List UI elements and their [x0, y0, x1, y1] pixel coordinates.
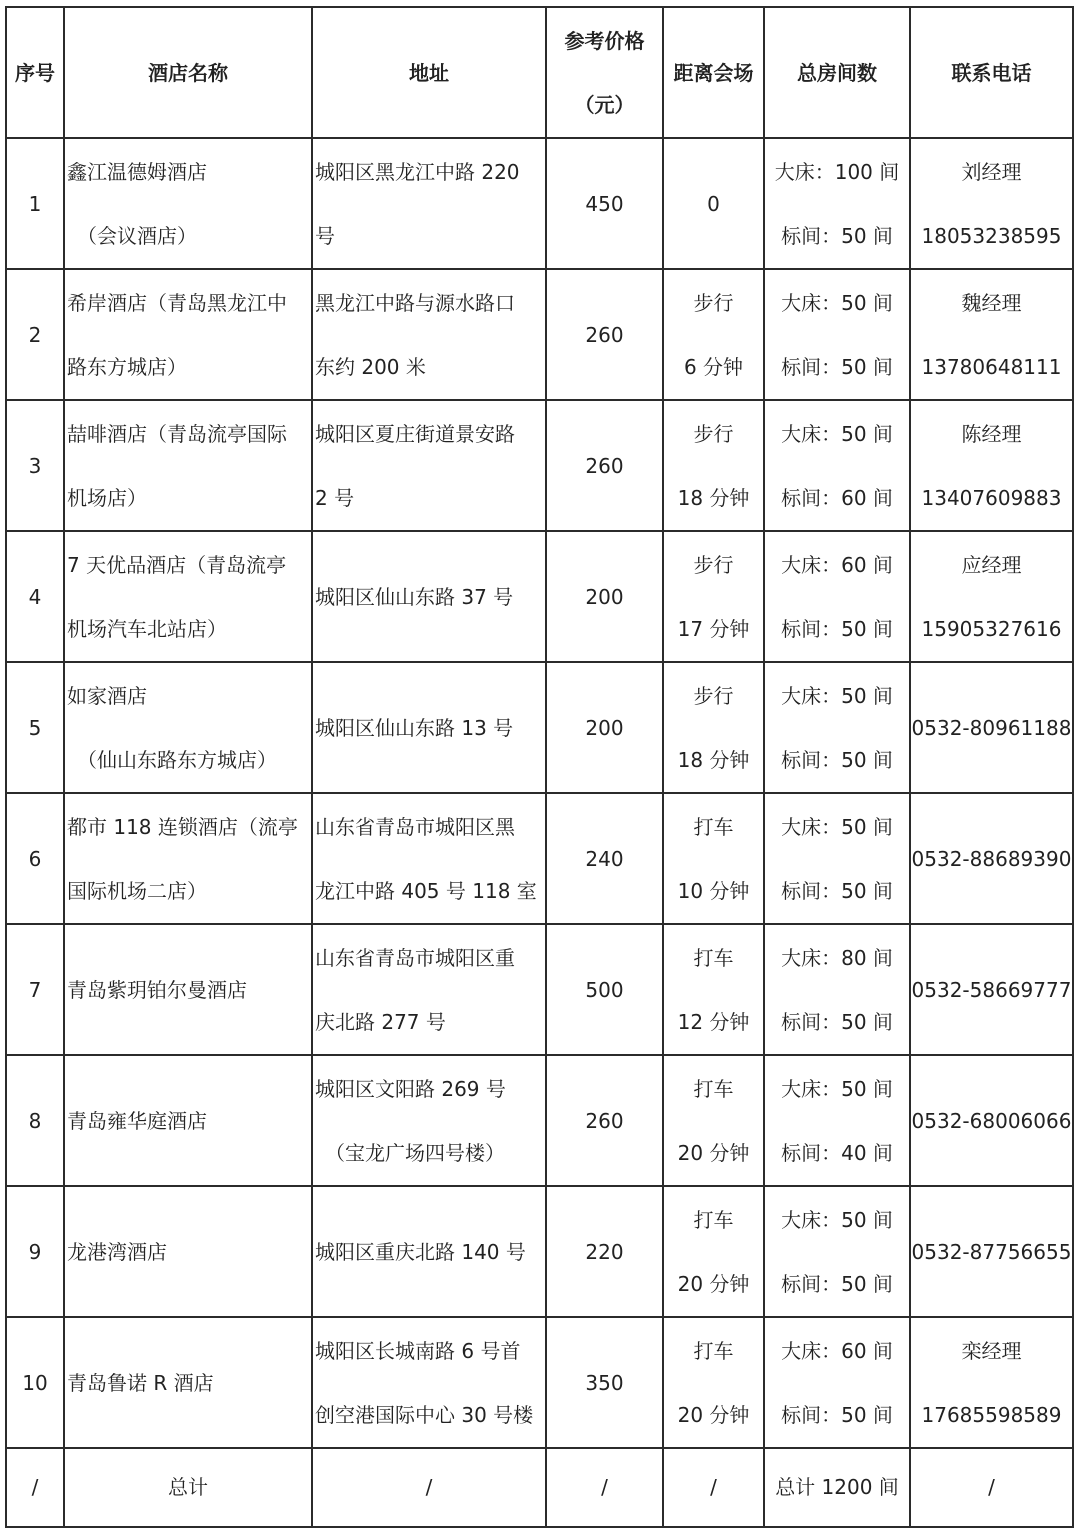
table-row: [6, 531, 1073, 662]
cell-rooms: [764, 1055, 910, 1186]
cell-no: [6, 400, 64, 531]
cell-address-line2: 创空港国际中心 30 号楼: [315, 1402, 534, 1427]
cell-name-line1: 如家酒店: [67, 683, 147, 708]
cell-phone: [910, 924, 1073, 1055]
cell-name-line2: 机场汽车北站店）: [67, 616, 227, 641]
cell-no: [6, 1186, 64, 1317]
cell-distance-text: 0: [707, 191, 720, 216]
cell-address: [312, 269, 546, 400]
cell-no-text: 9: [28, 1239, 42, 1264]
cell-distance-line1: 步行: [693, 683, 734, 708]
cell-rooms-line1: 大床：50 间: [781, 290, 893, 315]
header-no: 序号: [6, 7, 64, 138]
cell-name-text: 青岛雍华庭酒店: [67, 1108, 207, 1133]
total-no: /: [6, 1448, 64, 1527]
cell-distance-line1: 打车: [693, 945, 734, 970]
cell-phone: [910, 269, 1073, 400]
cell-distance-line1: 打车: [693, 1207, 734, 1232]
cell-phone: [910, 793, 1073, 924]
header-rooms: 总房间数: [764, 7, 910, 138]
cell-rooms: [764, 1317, 910, 1448]
cell-address-line1: 山东省青岛市城阳区黑: [315, 814, 515, 839]
cell-rooms: [764, 138, 910, 269]
cell-name: [64, 1055, 312, 1186]
cell-no: [6, 662, 64, 793]
cell-phone-text: 0532-68006066: [911, 1108, 1072, 1133]
cell-rooms-line1: 大床：50 间: [781, 421, 893, 446]
cell-rooms: [764, 793, 910, 924]
cell-price-text: 240: [585, 846, 624, 871]
cell-name-line1: 希岸酒店（青岛黑龙江中: [67, 290, 287, 315]
cell-address: [312, 400, 546, 531]
cell-name-line1: 鑫江温德姆酒店: [67, 159, 207, 184]
cell-distance: [663, 138, 764, 269]
table-row: [6, 1055, 1073, 1186]
cell-distance-line1: 打车: [693, 814, 734, 839]
cell-distance-line2: 10 分钟: [677, 878, 750, 903]
total-price: /: [546, 1448, 663, 1527]
cell-address-line2: 东约 200 米: [315, 354, 426, 379]
cell-no-text: 8: [28, 1108, 42, 1133]
cell-distance-line1: 步行: [693, 421, 734, 446]
cell-distance-line2: 18 分钟: [677, 485, 750, 510]
total-rooms: 总计 1200 间: [764, 1448, 910, 1527]
cell-rooms-line1: 大床：50 间: [781, 683, 893, 708]
cell-distance-line2: 18 分钟: [677, 747, 750, 772]
cell-phone-line1: 陈经理: [961, 421, 1022, 446]
cell-no: [6, 793, 64, 924]
total-address: /: [312, 1448, 546, 1527]
cell-phone-line2: 15905327616: [921, 616, 1062, 641]
header-price: [546, 7, 663, 138]
cell-phone-line1: 刘经理: [961, 159, 1022, 184]
cell-address-line2: 号: [315, 223, 335, 248]
cell-address: [312, 924, 546, 1055]
table-row: [6, 1186, 1073, 1317]
table-row: [6, 1317, 1073, 1448]
cell-phone-text: 0532-87756655: [911, 1239, 1072, 1264]
cell-rooms-line1: 大床：80 间: [781, 945, 893, 970]
cell-rooms: [764, 1186, 910, 1317]
cell-address-text: 城阳区仙山东路 37 号: [315, 584, 514, 609]
cell-phone-text: 0532-88689390: [911, 846, 1072, 871]
cell-name: [64, 138, 312, 269]
cell-rooms-line2: 标间：60 间: [781, 485, 893, 510]
cell-no-text: 2: [28, 322, 42, 347]
cell-name-text: 青岛鲁诺 R 酒店: [67, 1370, 214, 1395]
cell-name: [64, 531, 312, 662]
cell-distance: [663, 924, 764, 1055]
cell-rooms-line2: 标间：50 间: [781, 747, 893, 772]
cell-no: [6, 531, 64, 662]
cell-name: [64, 1317, 312, 1448]
cell-no-text: 3: [28, 453, 42, 478]
cell-price-text: 220: [585, 1239, 624, 1264]
cell-phone-line2: 18053238595: [921, 223, 1062, 248]
cell-price: [546, 1055, 663, 1186]
cell-name-line2: 路东方城店）: [67, 354, 187, 379]
cell-rooms-line2: 标间：50 间: [781, 616, 893, 641]
cell-address-text: 城阳区重庆北路 140 号: [315, 1239, 526, 1264]
cell-name-line2: 机场店）: [67, 485, 147, 510]
cell-distance: [663, 531, 764, 662]
cell-address-line1: 黑龙江中路与源水路口: [315, 290, 515, 315]
cell-rooms: [764, 531, 910, 662]
cell-rooms-line2: 标间：50 间: [781, 223, 893, 248]
cell-name-text: 青岛紫玥铂尔曼酒店: [67, 977, 247, 1002]
cell-address-line1: 城阳区黑龙江中路 220: [315, 159, 520, 184]
cell-distance-line2: 20 分钟: [677, 1140, 750, 1165]
cell-phone-line2: 13780648111: [921, 354, 1062, 379]
cell-address-line2: 2 号: [315, 485, 355, 510]
cell-price-text: 260: [585, 1108, 624, 1133]
cell-address-line1: 城阳区文阳路 269 号: [315, 1076, 506, 1101]
cell-rooms-line1: 大床：50 间: [781, 1076, 893, 1101]
cell-phone-line1: 魏经理: [961, 290, 1022, 315]
cell-rooms-line2: 标间：50 间: [781, 878, 893, 903]
cell-distance-line2: 17 分钟: [677, 616, 750, 641]
cell-distance: [663, 400, 764, 531]
cell-no: [6, 269, 64, 400]
cell-price: [546, 662, 663, 793]
cell-distance-line2: 12 分钟: [677, 1009, 750, 1034]
cell-rooms-line1: 大床：50 间: [781, 814, 893, 839]
table-row: [6, 269, 1073, 400]
cell-price: [546, 1186, 663, 1317]
cell-distance: [663, 1055, 764, 1186]
header-price-line2: （元）: [574, 92, 635, 117]
cell-rooms-line1: 大床：100 间: [774, 159, 900, 184]
cell-no: [6, 138, 64, 269]
cell-distance: [663, 793, 764, 924]
table-body: [6, 138, 1073, 1448]
cell-rooms-line1: 大床：50 间: [781, 1207, 893, 1232]
cell-price-text: 500: [585, 977, 624, 1002]
cell-no: [6, 1055, 64, 1186]
cell-price: [546, 400, 663, 531]
cell-distance-line2: 6 分钟: [683, 354, 744, 379]
cell-no: [6, 924, 64, 1055]
cell-address: [312, 1186, 546, 1317]
cell-name-line2: （会议酒店）: [77, 223, 197, 248]
cell-price: [546, 793, 663, 924]
cell-no-text: 1: [28, 191, 42, 216]
total-row: [6, 1448, 1073, 1527]
cell-address: [312, 793, 546, 924]
cell-rooms: [764, 400, 910, 531]
cell-phone-line2: 13407609883: [921, 485, 1062, 510]
cell-price: [546, 138, 663, 269]
header-distance: 距离会场: [663, 7, 764, 138]
cell-address-line2: （宝龙广场四号楼）: [325, 1140, 505, 1165]
cell-distance-line2: 20 分钟: [677, 1271, 750, 1296]
table-row: [6, 138, 1073, 269]
cell-rooms: [764, 924, 910, 1055]
cell-rooms-line2: 标间：50 间: [781, 354, 893, 379]
cell-rooms-line2: 标间：50 间: [781, 1402, 893, 1427]
cell-name-line1: 7 天优品酒店（青岛流亭: [67, 552, 287, 577]
cell-distance-line1: 步行: [693, 290, 734, 315]
cell-price: [546, 269, 663, 400]
cell-name-line1: 喆啡酒店（青岛流亭国际: [67, 421, 287, 446]
cell-no-text: 4: [28, 584, 42, 609]
cell-distance: [663, 1186, 764, 1317]
cell-phone: [910, 400, 1073, 531]
cell-distance: [663, 1317, 764, 1448]
cell-price: [546, 924, 663, 1055]
cell-no-text: 6: [28, 846, 42, 871]
cell-no-text: 7: [28, 977, 42, 1002]
cell-distance-line1: 打车: [693, 1338, 734, 1363]
cell-name-line2: （仙山东路东方城店）: [77, 747, 277, 772]
cell-address: [312, 1055, 546, 1186]
cell-rooms: [764, 662, 910, 793]
cell-rooms-line1: 大床：60 间: [781, 552, 893, 577]
cell-name: [64, 793, 312, 924]
total-distance: /: [663, 1448, 764, 1527]
cell-price: [546, 531, 663, 662]
cell-distance: [663, 662, 764, 793]
cell-address-line1: 城阳区长城南路 6 号首: [315, 1338, 521, 1363]
cell-phone: [910, 138, 1073, 269]
cell-phone-text: 0532-80961188: [911, 715, 1072, 740]
cell-phone-line1: 应经理: [961, 552, 1022, 577]
table-row: [6, 662, 1073, 793]
cell-phone: [910, 1186, 1073, 1317]
cell-distance-line1: 打车: [693, 1076, 734, 1101]
total-name: 总计: [64, 1448, 312, 1527]
cell-price-text: 260: [585, 322, 624, 347]
cell-phone: [910, 1317, 1073, 1448]
cell-price: [546, 1317, 663, 1448]
header-name: 酒店名称: [64, 7, 312, 138]
total-phone: /: [910, 1448, 1073, 1527]
cell-address-text: 城阳区仙山东路 13 号: [315, 715, 514, 740]
cell-address-line2: 龙江中路 405 号 118 室: [315, 878, 537, 903]
cell-distance-line1: 步行: [693, 552, 734, 577]
header-row: [6, 7, 1073, 138]
cell-name: [64, 924, 312, 1055]
cell-distance-line2: 20 分钟: [677, 1402, 750, 1427]
cell-rooms-line2: 标间：50 间: [781, 1271, 893, 1296]
cell-phone-text: 0532-58669777: [911, 977, 1072, 1002]
cell-name-line2: 国际机场二店）: [67, 878, 207, 903]
cell-address: [312, 1317, 546, 1448]
table-row: [6, 400, 1073, 531]
cell-address-line1: 城阳区夏庄街道景安路: [315, 421, 515, 446]
table-row: [6, 924, 1073, 1055]
cell-name: [64, 1186, 312, 1317]
cell-no: [6, 1317, 64, 1448]
cell-distance: [663, 269, 764, 400]
cell-price-text: 200: [585, 584, 624, 609]
cell-rooms: [764, 269, 910, 400]
header-address: 地址: [312, 7, 546, 138]
table-row: [6, 793, 1073, 924]
cell-phone: [910, 662, 1073, 793]
cell-address: [312, 138, 546, 269]
cell-phone-line1: 栾经理: [961, 1338, 1022, 1363]
cell-price-text: 350: [585, 1370, 624, 1395]
cell-rooms-line1: 大床：60 间: [781, 1338, 893, 1363]
cell-name-text: 龙港湾酒店: [67, 1239, 167, 1264]
cell-address-line2: 庆北路 277 号: [315, 1009, 446, 1034]
cell-no-text: 10: [22, 1370, 48, 1395]
hotel-table: [5, 6, 1074, 1528]
cell-phone: [910, 1055, 1073, 1186]
cell-address-line1: 山东省青岛市城阳区重: [315, 945, 515, 970]
header-phone: 联系电话: [910, 7, 1073, 138]
cell-rooms-line2: 标间：40 间: [781, 1140, 893, 1165]
cell-price-text: 200: [585, 715, 624, 740]
cell-price-text: 450: [585, 191, 624, 216]
cell-address: [312, 662, 546, 793]
cell-phone: [910, 531, 1073, 662]
cell-name: [64, 662, 312, 793]
cell-address: [312, 531, 546, 662]
header-price-line1: 参考价格: [564, 28, 645, 53]
cell-name: [64, 400, 312, 531]
cell-phone-line2: 17685598589: [921, 1402, 1062, 1427]
cell-rooms-line2: 标间：50 间: [781, 1009, 893, 1034]
cell-no-text: 5: [28, 715, 42, 740]
cell-price-text: 260: [585, 453, 624, 478]
cell-name: [64, 269, 312, 400]
cell-name-line1: 都市 118 连锁酒店（流亭: [67, 814, 298, 839]
